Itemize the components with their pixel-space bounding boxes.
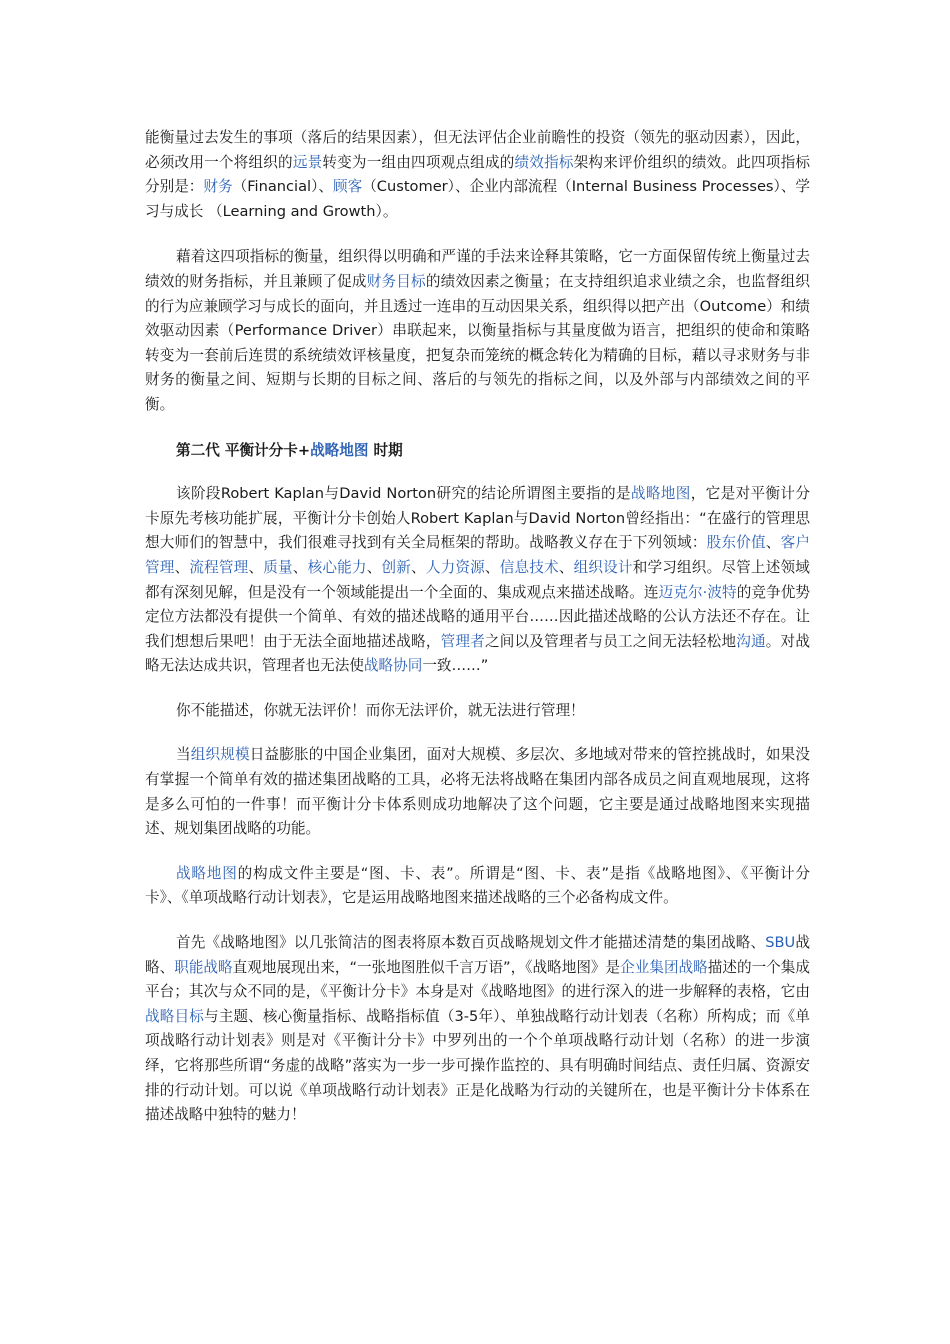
hyperlink[interactable]: 组织规模 (190, 746, 250, 764)
paragraph-text: 时期 (368, 441, 403, 459)
paragraph-text: 你不能描述，你就无法评价！而你无法评价，就无法进行管理！ (176, 701, 585, 719)
hyperlink[interactable]: 客户管理 (145, 534, 810, 576)
paragraph-text: 藉着这四项指标的衡量，组织得以明确和严谨的手法来诠释其策略，它一方面保留传统上衡量过去绩效的财务指标，并且兼顾了促成 (145, 248, 810, 290)
paragraph-text: 、 (174, 558, 190, 576)
paragraph-text: 日益膨胀的中国企业集团，面对大规模、多层次、多地域对带来的管控挑战时，如果没有掌握一个简单有效的描述集团战略的工具，必将无法将战略在集团内部各成员之间直观地展现，这将是多么可怕的一件事！而平衡计分卡体系则成功地解决了这个问题，它主要是通过战略地图来实现描述、规划集团战略的功能。 (145, 746, 810, 838)
paragraph-text: 能衡量过去发生的事项（落后的结果因素），但无法评估企业前瞻性的投资（领先的驱动因素），因此，必须改用一个将组织的 (145, 129, 810, 171)
paragraph-text: 转变为一组由四项观点组成的 (322, 153, 515, 171)
hyperlink[interactable]: 战略协同 (363, 657, 423, 675)
paragraph-cannot-describe (145, 699, 810, 724)
paragraph-text: 与主题、核心衡量指标、战略指标值（3-5年）、单独战略行动计划表（名称）所构成；而《单项战略行动计划表》则是对《平衡计分卡》中罗列出的一个个单项战略行动计划（名称）的进一步演绎，它将那些所谓“务虚的战略”落实为一步一步可操作监控的、具有明确时间结点、责任归属、资源安排的行动计划。可以说《单项战略行动计划表》正是化战略为行动的关键所在，也是平衡计分卡体系在描述战略中独特的魅力！ (145, 1007, 810, 1124)
paragraph-text: 、 (292, 558, 308, 576)
hyperlink[interactable]: SBU (765, 934, 796, 952)
paragraph-text: 首先《战略地图》以几张简洁的图表将原本数百页战略规划文件才能描述清楚的集团战略、 (176, 934, 766, 952)
hyperlink[interactable]: 财务目标 (366, 272, 426, 290)
hyperlink[interactable]: 远景 (292, 153, 323, 171)
paragraph-text: 直观地展现出来，“一张地图胜似千言万语”，《战略地图》是 (232, 958, 621, 976)
paragraph-text: 、 (484, 558, 500, 576)
paragraph-text: 该阶段Robert Kaplan与David Norton研究的结论所谓图主要指的是 (176, 485, 631, 503)
document-body (145, 126, 810, 1128)
paragraph-text: 的绩效因素之衡量；在支持组织追求业绩之余，也监督组织的行为应兼顾学习与成长的面向，并且透过一连串的互动因果关系，组织得以把产出（Outcome）和绩效驱动因素（Performance Driver）串联起来，以衡量指标与其量度做为语言，把组织的使命和策略转变为一套前后连贯的系统绩效评核量度，把复杂而笼统的概念转化为精确的目标，藉以寻求财务与非财务的衡量之间、短期与长期的目标之间、落后的与领先的指标之间，以及外部与内部绩效之间的平衡。 (145, 272, 810, 413)
hyperlink[interactable]: 沟通 (736, 632, 766, 650)
paragraph-kaplan-norton (145, 482, 810, 679)
hyperlink[interactable]: 战略目标 (145, 1007, 204, 1025)
paragraph-text: 、 (765, 534, 781, 552)
hyperlink[interactable]: 迈克尔·波特 (658, 583, 737, 601)
hyperlink[interactable]: 信息技术 (499, 558, 559, 576)
paragraph-intro (145, 126, 810, 224)
paragraph-group-scale (145, 743, 810, 841)
paragraph-text: 。对战略无法达成共识，管理者也无法使 (145, 632, 810, 675)
hyperlink[interactable]: 绩效指标 (514, 153, 574, 171)
hyperlink[interactable]: 战略地图 (176, 864, 238, 882)
hyperlink[interactable]: 企业集团战略 (620, 958, 708, 976)
hyperlink[interactable]: 质量 (263, 558, 293, 576)
paragraph-text: 的竞争优势定位方法都没有提供一个简单、有效的描述战略的通用平台……因此描述战略的公认方法还不存在。让我们想想后果吧！由于无法全面地描述战略， (145, 583, 810, 650)
paragraph-text: 之间以及管理者与员工之间无法轻松地 (484, 632, 737, 650)
paragraph-text: 和学习组织。尽管上述领域都有深刻见解，但是没有一个领域能提出一个全面的、集成观点来描述战略。连 (145, 558, 810, 601)
paragraph-text: 、 (366, 558, 382, 576)
paragraph-text: （Financial）、 (232, 178, 333, 196)
paragraph-text: 战略、 (145, 934, 810, 976)
hyperlink[interactable]: 战略地图 (310, 441, 369, 459)
hyperlink[interactable]: 创新 (381, 558, 412, 576)
paragraph-text: 架构来评价组织的绩效。此四项指标分别是： (145, 153, 810, 196)
paragraph-four-indicators (145, 245, 810, 417)
hyperlink[interactable]: 财务 (203, 178, 233, 196)
hyperlink[interactable]: 流程管理 (189, 558, 249, 576)
paragraph-map-composition (145, 862, 810, 911)
hyperlink[interactable]: 人力资源 (425, 558, 485, 576)
hyperlink[interactable]: 职能战略 (174, 958, 233, 976)
paragraph-text: 第二代 平衡计分卡+ (176, 441, 311, 459)
paragraph-text: 描述的一个集成平台；其次与众不同的是，《平衡计分卡》本身是对《战略地图》的进行深入的进一步解释的表格，它由 (145, 958, 810, 1001)
paragraph-text: 、 (411, 558, 426, 576)
hyperlink[interactable]: 顾客 (332, 178, 363, 196)
paragraph-text: 、 (558, 558, 574, 576)
paragraph-text: 的构成文件主要是“图、卡、表”。所谓是“图、卡、表”是指《战略地图》、《平衡计分卡》、《单项战略行动计划表》，它是运用战略地图来描述战略的三个必备构成文件。 (145, 864, 810, 907)
paragraph-text: ，它是对平衡计分卡原先考核功能扩展，平衡计分卡创始人Robert Kaplan与David Norton曾经指出：“在盛行的管理思想大师们的智慧中，我们很难寻找到有关全局框架的帮助。战略教义存在于下列领域： (145, 485, 810, 552)
paragraph-text: 、 (248, 558, 264, 576)
paragraph-strategy-map-detail (145, 931, 810, 1128)
paragraph-text: 一致……” (422, 657, 489, 675)
hyperlink[interactable]: 组织设计 (573, 558, 633, 576)
hyperlink[interactable]: 核心能力 (307, 558, 367, 576)
hyperlink[interactable]: 管理者 (440, 632, 485, 650)
paragraph-text: 当 (176, 746, 191, 764)
hyperlink[interactable]: 股东价值 (706, 534, 766, 552)
hyperlink[interactable]: 战略地图 (630, 485, 691, 503)
paragraph-text: （Customer）、企业内部流程（Internal Business Processes）、学习与成长 （Learning and Growth）。 (145, 178, 811, 220)
section-heading (145, 439, 810, 464)
